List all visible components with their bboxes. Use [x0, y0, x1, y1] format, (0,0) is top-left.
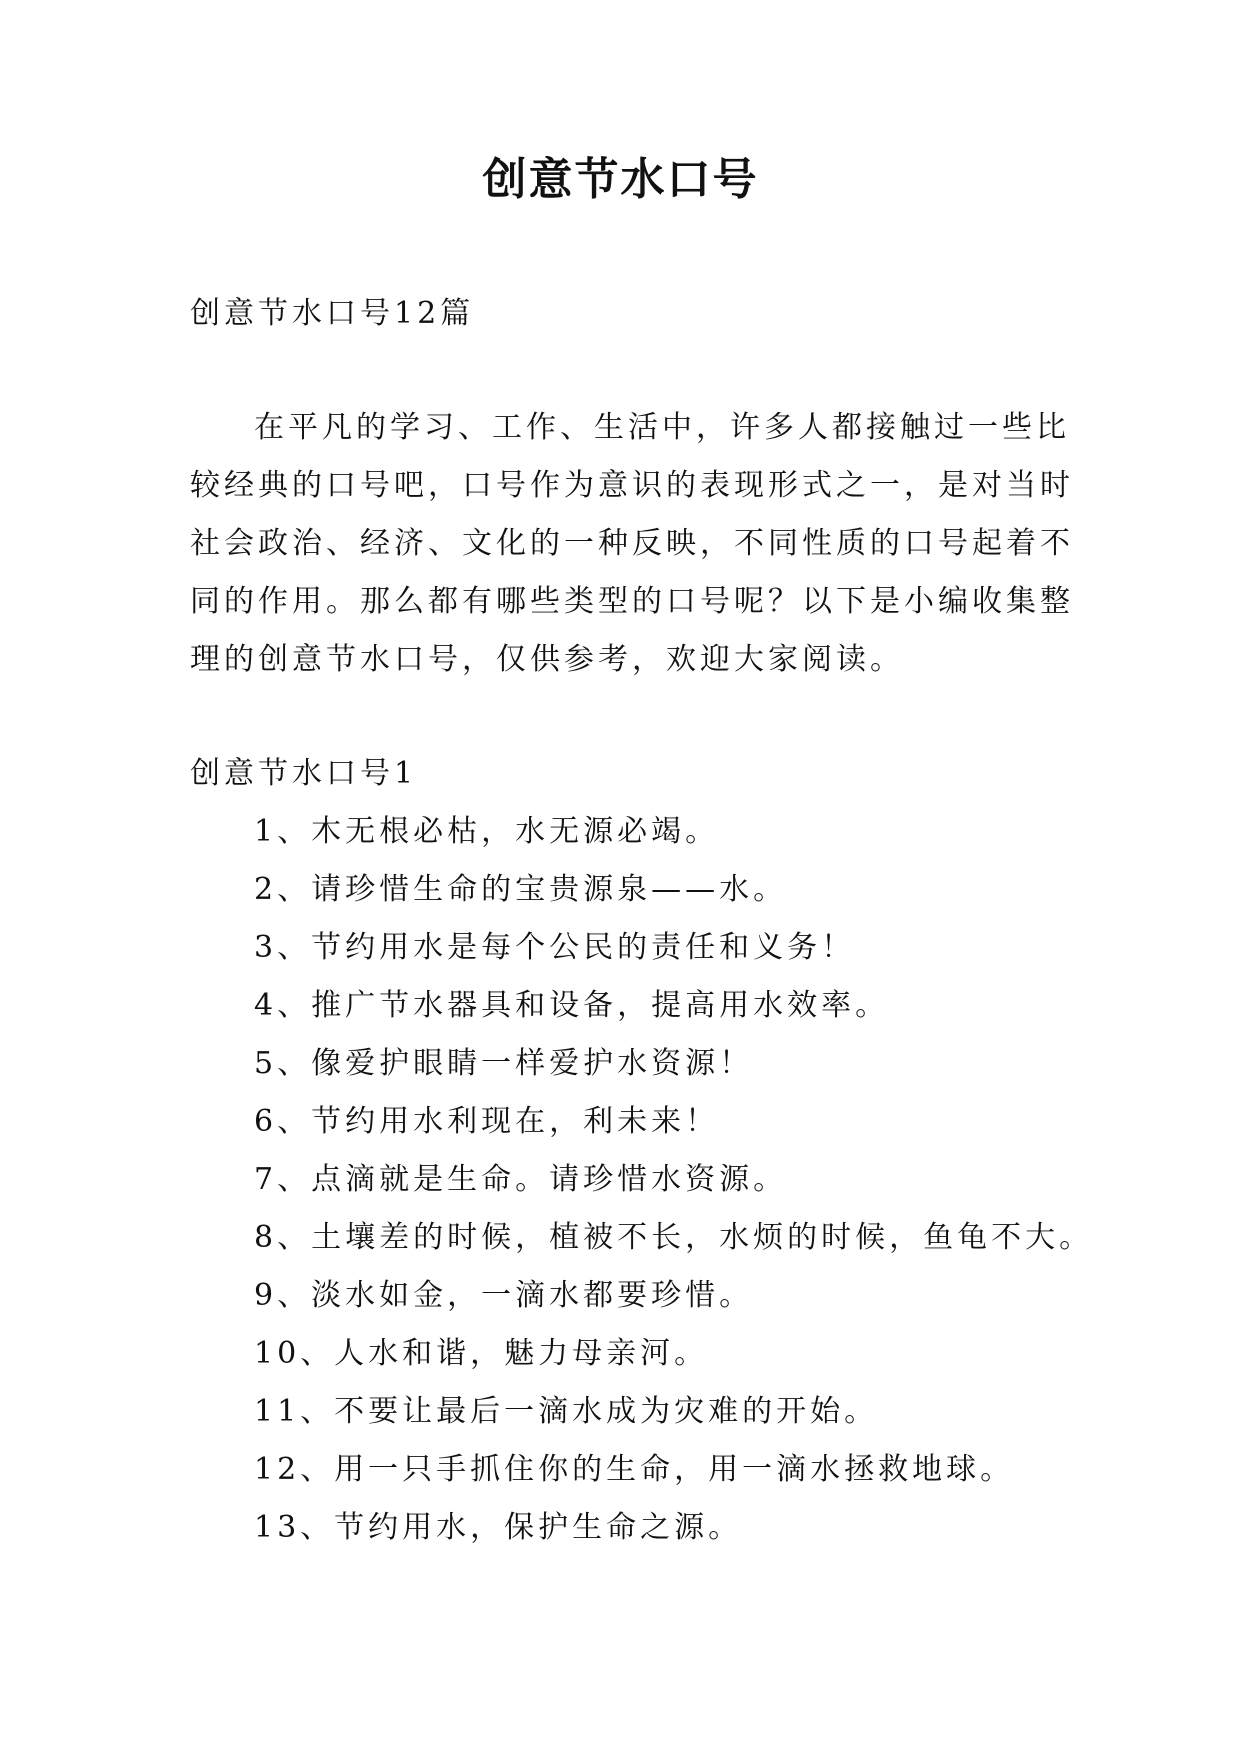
- slogan-item: 6、节约用水利现在，利未来！: [254, 1104, 720, 1139]
- document-title: 创意节水口号: [482, 154, 759, 205]
- slogan-item: 7、点滴就是生命。请珍惜水资源。: [254, 1162, 788, 1197]
- intro-line-5: 理的创意节水口号，仅供参考，欢迎大家阅读。: [190, 642, 904, 677]
- intro-line-1: 在平凡的学习、工作、生活中，许多人都接触过一些比: [254, 410, 1070, 445]
- slogan-item: 12、用一只手抓住你的生命，用一滴水拯救地球。: [254, 1452, 1015, 1487]
- intro-line-4: 同的作用。那么都有哪些类型的口号呢？以下是小编收集整: [190, 584, 1074, 619]
- slogan-item: 13、节约用水，保护生命之源。: [254, 1510, 743, 1545]
- intro-line-3: 社会政治、经济、文化的一种反映，不同性质的口号起着不: [190, 526, 1074, 561]
- slogan-item: 10、人水和谐，魅力母亲河。: [254, 1336, 709, 1371]
- slogan-item: 1、木无根必枯，水无源必竭。: [254, 814, 720, 849]
- slogan-item: 3、节约用水是每个公民的责任和义务！: [254, 930, 856, 965]
- slogan-item: 11、不要让最后一滴水成为灾难的开始。: [254, 1394, 879, 1429]
- section-heading: 创意节水口号1: [190, 756, 418, 791]
- slogan-item: 5、像爱护眼睛一样爱护水资源！: [254, 1046, 754, 1081]
- slogan-item: 4、推广节水器具和设备，提高用水效率。: [254, 988, 890, 1023]
- subtitle: 创意节水口号12篇: [190, 296, 475, 331]
- intro-line-2: 较经典的口号吧，口号作为意识的表现形式之一，是对当时: [190, 468, 1074, 503]
- slogan-item: 2、请珍惜生命的宝贵源泉——水。: [254, 872, 788, 907]
- slogan-item: 9、淡水如金，一滴水都要珍惜。: [254, 1278, 754, 1313]
- slogan-item: 8、土壤差的时候，植被不长，水烦的时候，鱼龟不大。: [254, 1220, 1094, 1255]
